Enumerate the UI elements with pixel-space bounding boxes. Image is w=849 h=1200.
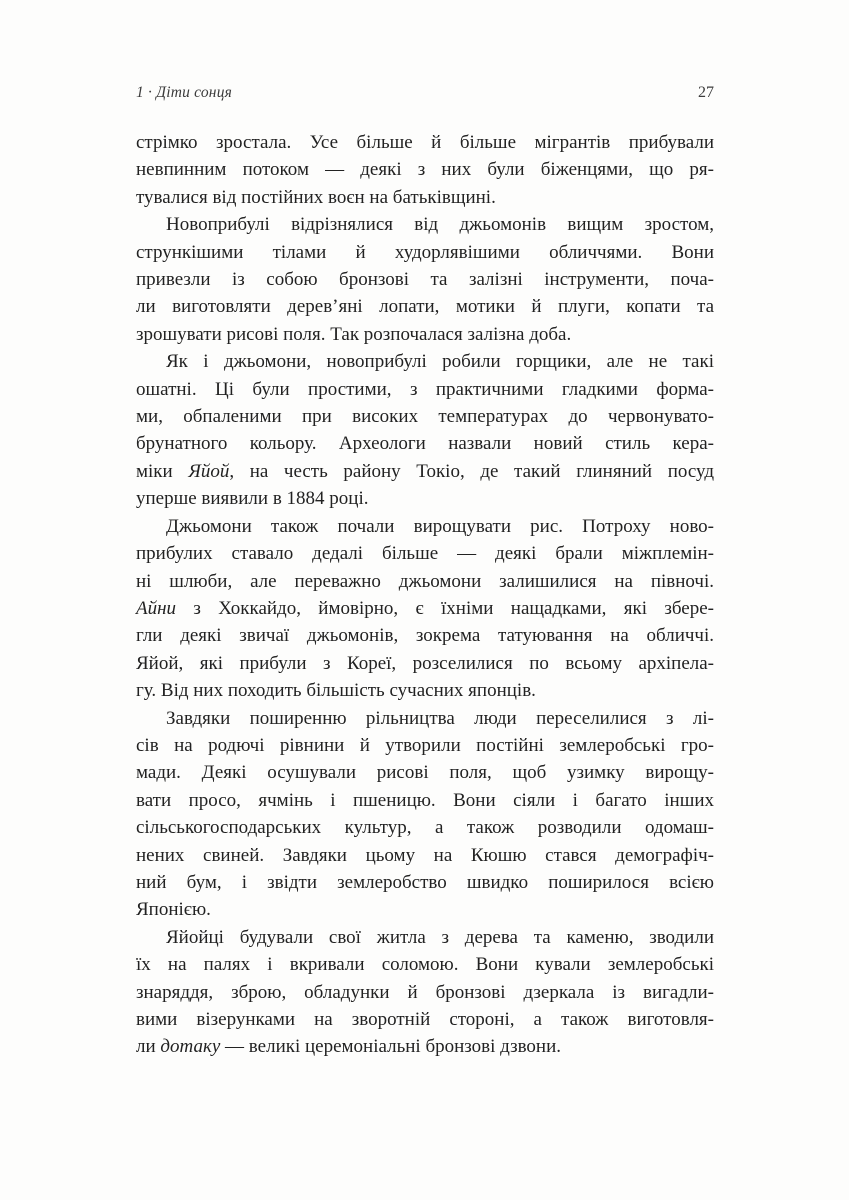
text-segment: Яйой, які прибули з Кореї, розселилися по всьому архіпела-	[136, 652, 714, 674]
text-line	[136, 485, 714, 512]
text-segment: Як і джьомони, новоприбулі робили горщики, але не такі	[166, 351, 714, 373]
text-line	[136, 814, 714, 841]
text-segment: ний бум, і звідти землеробство швидко поширилося всією	[136, 871, 714, 893]
text-segment: Японією.	[136, 899, 211, 921]
text-segment: знаряддя, зброю, обладунки й бронзові дзеркала із вигадли-	[136, 981, 714, 1003]
page-number: 27	[698, 84, 714, 101]
text-segment: вати просо, ячмінь і пшеницю. Вони сіяли і багато інших	[136, 789, 714, 811]
text-line	[136, 951, 714, 978]
text-segment: , на честь району Токіо, де такий глиняний посуд	[229, 460, 714, 482]
page-body	[136, 129, 714, 1061]
text-segment: з Хоккайдо, ймовірно, є їхніми нащадками, які збере-	[176, 597, 714, 619]
text-line	[136, 896, 714, 923]
paragraph	[136, 348, 714, 512]
paragraph	[136, 705, 714, 924]
italic-term: дотаку	[160, 1036, 221, 1058]
text-line	[136, 568, 714, 595]
text-segment: ми, обпаленими при високих температурах до червонувато-	[136, 406, 714, 428]
text-segment: привезли із собою бронзові та залізні інструменти, поча-	[136, 269, 714, 291]
text-segment: вими візерунками на зворотній стороні, а також виготовля-	[136, 1009, 714, 1030]
paragraph	[136, 924, 714, 1061]
text-segment: брунатного кольору. Археологи назвали новий стиль кера-	[136, 433, 714, 455]
text-line	[136, 239, 714, 266]
running-header	[136, 84, 714, 102]
text-segment: гу. Від них походить більшість сучасних японців.	[136, 680, 536, 702]
text-segment: прибулих ставало дедалі більше — деякі брали міжплемін-	[136, 543, 714, 565]
text-line	[136, 842, 714, 869]
text-line	[136, 1033, 714, 1060]
text-line	[136, 869, 714, 896]
text-line	[136, 622, 714, 649]
text-segment: Новоприбулі відрізнялися від джьомонів вищим зростом,	[166, 214, 714, 236]
text-line	[136, 677, 714, 704]
text-line	[136, 458, 714, 485]
italic-term: Яйой	[188, 460, 230, 482]
text-line	[136, 184, 714, 211]
text-line	[136, 650, 714, 677]
text-line	[136, 129, 714, 156]
text-line	[136, 705, 714, 732]
paragraph	[136, 211, 714, 348]
text-line	[136, 759, 714, 786]
text-segment: ли виготовляти дерев’яні лопати, мотики й плуги, копати та	[136, 296, 714, 318]
text-segment: їх на палях і вкривали соломою. Вони кували землеробські	[136, 954, 714, 976]
text-line	[136, 321, 714, 348]
text-line	[136, 513, 714, 540]
text-line	[136, 293, 714, 320]
text-line	[136, 156, 714, 183]
text-line	[136, 376, 714, 403]
text-segment: тувалися від постійних воєн на батьківщині.	[136, 186, 496, 208]
text-line	[136, 403, 714, 430]
text-segment: гли деякі звичаї джьомонів, зокрема татуювання на обличчі.	[136, 625, 714, 647]
text-segment: нених свиней. Завдяки цьому на Кюшю стався демографіч-	[136, 844, 714, 866]
text-line	[136, 732, 714, 759]
text-segment: зрошувати рисові поля. Так розпочалася залізна доба.	[136, 323, 572, 345]
paragraph	[136, 129, 714, 211]
text-line	[136, 787, 714, 814]
text-segment: Джьомони також почали вирощувати рис. Потроху ново-	[166, 515, 714, 537]
text-segment: міки	[136, 460, 189, 482]
text-line	[136, 540, 714, 567]
text-segment: ні шлюби, але переважно джьомони залишилися на півночі.	[136, 570, 714, 592]
text-line	[136, 348, 714, 375]
page-content	[136, 84, 714, 1061]
text-segment: уперше виявили в 1884 році.	[136, 488, 369, 510]
text-segment: сів на родючі рівнини й утворили постійні землеробські гро-	[136, 734, 714, 756]
paragraph	[136, 513, 714, 705]
text-segment: стрімко зростала. Усе більше й більше мігрантів прибували	[136, 132, 714, 153]
text-segment: невпинним потоком — деякі з них були біженцями, що ря-	[136, 159, 714, 181]
text-line	[136, 430, 714, 457]
text-line	[136, 211, 714, 238]
text-line	[136, 979, 714, 1006]
text-segment: мади. Деякі осушували рисові поля, щоб узимку вирощу-	[136, 762, 714, 784]
italic-term: Айни	[136, 597, 177, 619]
text-line	[136, 924, 714, 951]
text-line	[136, 595, 714, 622]
text-segment: сільськогосподарських культур, а також розводили одомаш-	[136, 817, 714, 839]
text-line	[136, 1006, 714, 1033]
text-segment: ошатні. Ці були простими, з практичними гладкими форма-	[136, 378, 714, 400]
text-segment: Яйойці будували свої житла з дерева та каменю, зводили	[166, 926, 714, 948]
chapter-title: 1 · Діти сонця	[136, 84, 233, 101]
text-segment: Завдяки поширенню рільництва люди переселилися з лі-	[166, 707, 714, 729]
text-line	[136, 266, 714, 293]
text-segment: ли	[136, 1036, 161, 1058]
text-segment: стрункішими тілами й худорлявішими обличчями. Вони	[136, 241, 714, 263]
text-segment: — великі церемоніальні бронзові дзвони.	[220, 1036, 562, 1058]
